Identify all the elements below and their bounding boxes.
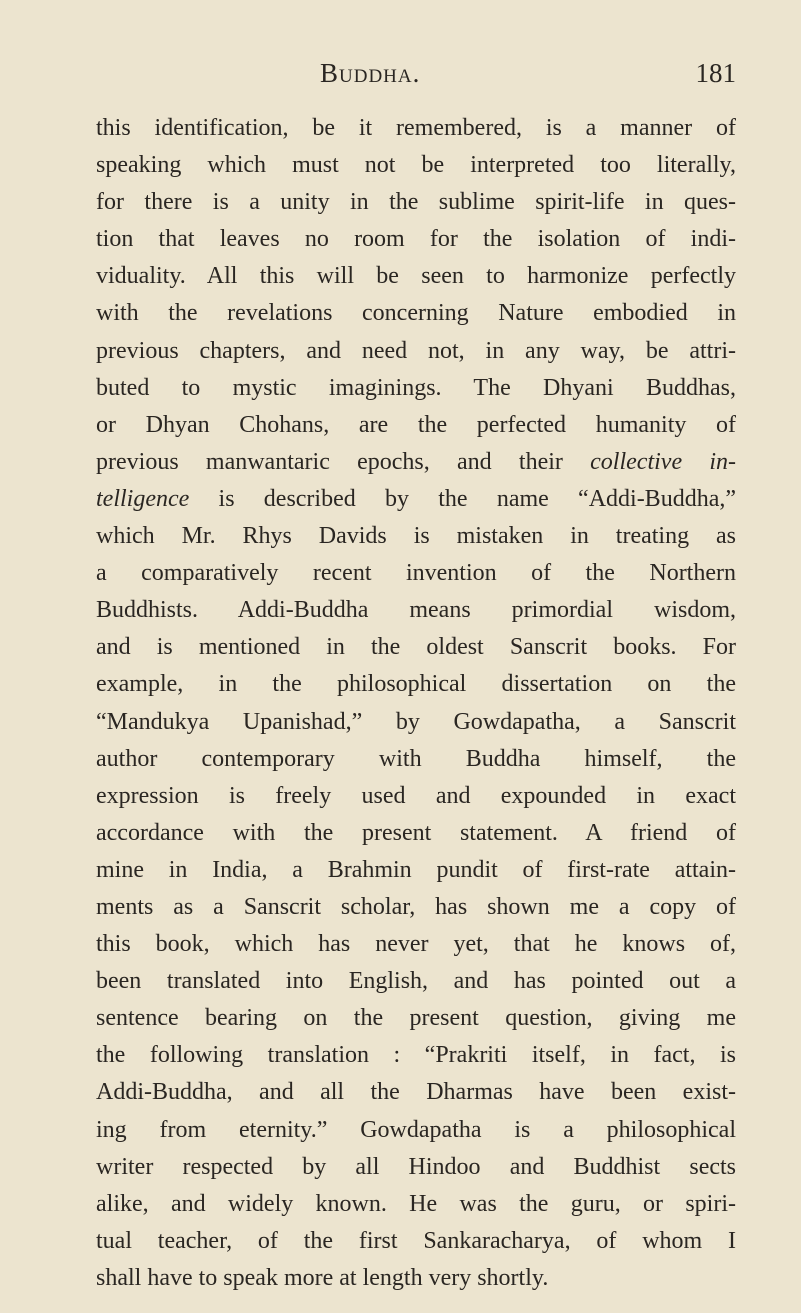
text-line: example, in the philosophical dissertation on the — [96, 671, 736, 698]
text-line: sentence bearing on the present question, giving me — [96, 1005, 736, 1032]
text-line: which Mr. Rhys Davids is mistaken in treating as — [96, 523, 736, 550]
text-line: and is mentioned in the oldest Sanscrit books. For — [96, 634, 736, 661]
text-line: for there is a unity in the sublime spirit-life in ques- — [96, 189, 736, 216]
text-line: tion that leaves no room for the isolation of indi- — [96, 226, 736, 253]
text-line: ing from eternity.” Gowdapatha is a philosophical — [96, 1116, 736, 1143]
text-line: author contemporary with Buddha himself, the — [96, 745, 736, 772]
text-line — [96, 481, 736, 518]
text-line: or Dhyan Chohans, are the perfected humanity of — [96, 411, 736, 438]
text-line: tual teacher, of the first Sankaracharya, of whom I — [96, 1227, 736, 1254]
text-line: “Mandukya Upanishad,” by Gowdapatha, a Sanscrit — [96, 708, 736, 735]
italic-phrase: telligence — [96, 485, 190, 512]
line-text: is described by the name “Addi-Buddha,” — [218, 485, 736, 512]
running-title: Buddha. — [320, 58, 421, 88]
text-line: this identification, be it remembered, is a manner of — [96, 115, 736, 141]
text-line: alike, and widely known. He was the guru, or spiri- — [96, 1190, 736, 1217]
text-line: this book, which has never yet, that he knows of, — [96, 931, 736, 958]
text-line: buted to mystic imaginings. The Dhyani Buddhas, — [96, 374, 736, 401]
text-line — [96, 444, 736, 481]
text-line: Addi-Buddha, and all the Dharmas have been exist- — [96, 1079, 736, 1106]
text-line: shall have to speak more at length very shortly. — [96, 1264, 549, 1291]
running-head — [96, 58, 736, 92]
text-line: been translated into English, and has pointed out a — [96, 968, 736, 995]
text-line: viduality. All this will be seen to harmonize perfectly — [96, 263, 736, 290]
text-line: ments as a Sanscrit scholar, has shown me a copy of — [96, 893, 736, 920]
italic-phrase: collective in- — [590, 448, 736, 475]
text-line: speaking which must not be interpreted too literally, — [96, 152, 736, 179]
body-text — [96, 110, 736, 1297]
text-line: Buddhists. Addi-Buddha means primordial wisdom, — [96, 597, 736, 624]
text-line: accordance with the present statement. A friend of — [96, 819, 736, 846]
text-line: a comparatively recent invention of the Northern — [96, 560, 736, 587]
page-number: 181 — [695, 58, 736, 88]
text-line: with the revelations concerning Nature embodied in — [96, 300, 736, 327]
text-line: expression is freely used and expounded in exact — [96, 782, 736, 809]
text-line: mine in India, a Brahmin pundit of first-rate attain- — [96, 856, 736, 883]
text-line: the following translation : “Prakriti itself, in fact, is — [96, 1042, 736, 1069]
line-text: previous manwantaric epochs, and their — [96, 448, 563, 475]
text-line: previous chapters, and need not, in any way, be attri- — [96, 337, 736, 364]
text-line: writer respected by all Hindoo and Buddhist sects — [96, 1153, 736, 1180]
